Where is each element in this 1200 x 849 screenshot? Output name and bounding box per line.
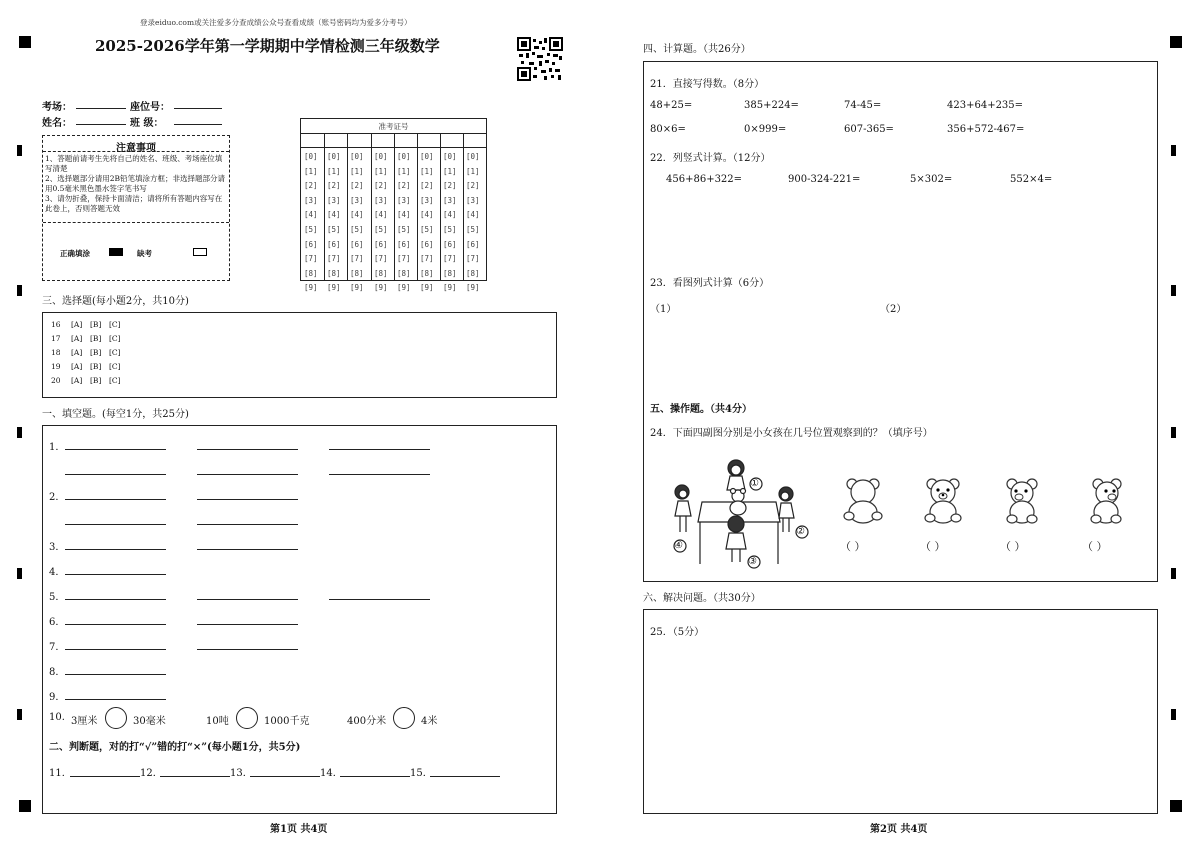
choice-option[interactable]: [A]	[71, 334, 83, 343]
admission-bubble[interactable]: [8]	[350, 268, 364, 278]
notes-item: 3、请勿折叠，保持卡面清洁；请将所有答题内容写在此卷上，否则答题无效	[45, 194, 223, 213]
notes-item: 2、选择题部分请用2B铅笔填涂方框；非选择题部分请用0.5毫米黑色墨水签字笔书写	[45, 174, 226, 193]
admission-bubble[interactable]: [3]	[374, 195, 388, 205]
choice-number: 16	[51, 320, 61, 329]
fill-blank[interactable]	[65, 499, 166, 500]
exam-room-label: 考场：	[42, 102, 72, 113]
admission-bubble[interactable]: [7]	[466, 254, 480, 264]
fill-blank[interactable]	[329, 599, 430, 600]
footer-page-1: 第1页 共4页	[270, 824, 328, 835]
admission-bubble[interactable]: [6]	[443, 239, 457, 249]
q23-title: 23．看图列式计算（6分）	[650, 278, 770, 289]
choice-option[interactable]: [A]	[71, 376, 83, 385]
choice-number: 18	[51, 348, 61, 357]
name-label: 姓名：	[42, 118, 72, 129]
admission-grid	[300, 118, 487, 293]
bear-side-left-image	[1002, 476, 1044, 524]
admission-bubble[interactable]: [6]	[420, 239, 434, 249]
fill-blank[interactable]	[65, 699, 166, 700]
q21-item: 423+64+235=	[947, 100, 1024, 111]
admission-bubble[interactable]: [8]	[397, 268, 411, 278]
fill-blank[interactable]	[65, 649, 166, 650]
fill-blank[interactable]	[65, 599, 166, 600]
section3-title: 三、选择题(每小题2分，共10分)	[42, 296, 189, 307]
qr-code-icon	[517, 37, 563, 81]
fill-blank[interactable]	[197, 499, 298, 500]
fill-blank[interactable]	[197, 474, 298, 475]
admission-bubble[interactable]: [3]	[304, 195, 318, 205]
admission-bubble[interactable]: [1]	[397, 166, 411, 176]
fill-blank[interactable]	[197, 649, 298, 650]
answer-blank-4[interactable]: （ ）	[1082, 540, 1108, 553]
notes-title: 注意事项	[43, 136, 229, 152]
admission-bubble[interactable]: [0]	[466, 152, 480, 161]
choice-option[interactable]: [B]	[90, 348, 102, 357]
timing-mark	[17, 709, 22, 720]
admission-bubble[interactable]: [9]	[443, 283, 457, 293]
registration-mark	[19, 800, 31, 812]
judge-label: 11．	[49, 768, 72, 779]
judge-label: 15．	[410, 768, 433, 779]
exam-room-field[interactable]	[76, 108, 126, 109]
admission-bubble[interactable]: [6]	[374, 239, 388, 249]
fill-question-label: 1．	[49, 442, 66, 453]
choice-option[interactable]: [B]	[90, 362, 102, 371]
admission-bubble[interactable]: [5]	[420, 225, 434, 234]
absent-checkbox[interactable]	[193, 248, 207, 256]
admission-bubble[interactable]: [0]	[350, 152, 364, 161]
name-field[interactable]	[76, 124, 126, 125]
fill-blank[interactable]	[329, 449, 430, 450]
admission-bubble[interactable]: [5]	[466, 225, 480, 234]
notes-item: 1、答题前请考生先将自己的姓名、班级、考场座位填写清楚	[45, 154, 223, 173]
q22-item: 456+86+322=	[666, 174, 743, 185]
fill-blank[interactable]	[65, 449, 166, 450]
admission-bubble[interactable]: [7]	[350, 254, 364, 264]
admission-bubble[interactable]: [9]	[350, 283, 364, 293]
class-field[interactable]	[174, 124, 222, 125]
timing-mark	[17, 285, 22, 296]
judge-blank[interactable]	[250, 776, 320, 777]
admission-bubble[interactable]: [7]	[304, 254, 318, 264]
page-title: 2025-2026学年第一学期期中学情检测三年级数学	[95, 37, 440, 55]
admission-bubble[interactable]: [0]	[374, 152, 388, 161]
admission-bubble[interactable]: [3]	[327, 195, 341, 205]
timing-mark	[1171, 709, 1176, 720]
judge-label: 13．	[230, 768, 253, 779]
admission-bubble[interactable]: [2]	[466, 181, 480, 191]
answer-blank-3[interactable]: （ ）	[1000, 540, 1026, 553]
choice-number: 19	[51, 362, 61, 371]
choice-number: 20	[51, 376, 61, 385]
seat-no-field[interactable]	[174, 108, 222, 109]
admission-bubble[interactable]: [1]	[304, 166, 318, 176]
fill-blank[interactable]	[65, 624, 166, 625]
admission-bubble[interactable]: [8]	[420, 268, 434, 278]
q21-item: 74-45=	[844, 100, 882, 111]
admission-bubble[interactable]: [5]	[304, 225, 318, 234]
fill-question-label: 7．	[49, 642, 66, 653]
q10-a3: 400分米	[347, 716, 387, 727]
admission-bubble[interactable]: [0]	[304, 152, 318, 161]
admission-bubble[interactable]: [7]	[374, 254, 388, 264]
bear-front-image	[922, 476, 964, 524]
filled-sample	[109, 248, 123, 256]
q23-part2: （2）	[880, 304, 907, 315]
admission-bubble[interactable]: [9]	[374, 283, 388, 293]
bear-back-image	[842, 476, 884, 524]
choice-option[interactable]: [C]	[109, 320, 121, 329]
judge-label: 12．	[140, 768, 163, 779]
bear-side-right-image	[1084, 476, 1126, 524]
timing-mark	[17, 568, 22, 579]
timing-mark	[17, 427, 22, 438]
admission-bubble[interactable]: [5]	[327, 225, 341, 234]
choice-option[interactable]: [B]	[90, 376, 102, 385]
admission-bubble[interactable]: [4]	[304, 210, 318, 220]
fill-blank[interactable]	[65, 574, 166, 575]
q22-item: 552×4=	[1010, 174, 1053, 185]
fill-blank[interactable]	[197, 549, 298, 550]
registration-mark	[1170, 36, 1182, 48]
registration-mark	[1170, 800, 1182, 812]
admission-bubble[interactable]: [6]	[304, 239, 318, 249]
answer-blank-2[interactable]: （ ）	[920, 540, 946, 553]
admission-bubble[interactable]: [6]	[327, 239, 341, 249]
compare-circle-1[interactable]	[105, 707, 127, 729]
admission-bubble[interactable]: [1]	[350, 166, 364, 176]
admission-bubble[interactable]: [8]	[327, 268, 341, 278]
admission-bubble[interactable]: [3]	[397, 195, 411, 205]
fill-blank[interactable]	[329, 474, 430, 475]
section4-title: 四、计算题。（共26分）	[643, 44, 751, 55]
fill-question-label: 5．	[49, 592, 66, 603]
q23-part1: （1）	[650, 304, 677, 315]
compare-circle-2[interactable]	[236, 707, 258, 729]
q21-title: 21．直接写得数。（8分）	[650, 79, 765, 90]
q25-title: 25．（5分）	[650, 627, 705, 638]
notes-box	[42, 135, 230, 281]
admission-bubble[interactable]: [1]	[327, 166, 341, 176]
choice-box	[42, 312, 557, 398]
timing-mark	[17, 145, 22, 156]
q21-item: 80×6=	[650, 124, 686, 135]
admission-bubble[interactable]: [7]	[397, 254, 411, 264]
fill-box	[42, 425, 557, 814]
admission-bubble[interactable]: [0]	[327, 152, 341, 161]
admission-bubble[interactable]: [8]	[374, 268, 388, 278]
admission-bubble[interactable]: [2]	[397, 181, 411, 191]
q10-b1: 30毫米	[133, 716, 166, 727]
choice-number: 17	[51, 334, 61, 343]
admission-bubble[interactable]: [4]	[374, 210, 388, 220]
fill-blank[interactable]	[65, 474, 166, 475]
judge-blank[interactable]	[70, 776, 140, 777]
fill-question-label: 6．	[49, 617, 66, 628]
admission-bubble[interactable]: [9]	[466, 283, 480, 293]
admission-bubble[interactable]: [5]	[443, 225, 457, 234]
q10-b3: 4米	[421, 716, 438, 727]
admission-bubble[interactable]: [6]	[397, 239, 411, 249]
fill-blank[interactable]	[197, 599, 298, 600]
admission-bubble[interactable]: [3]	[350, 195, 364, 205]
q10-b2: 1000千克	[264, 716, 310, 727]
q10-a2: 10吨	[206, 716, 229, 727]
q21-item: 48+25=	[650, 100, 693, 111]
position-2: ②	[796, 526, 805, 537]
choice-option[interactable]: [A]	[71, 348, 83, 357]
admission-bubble[interactable]: [9]	[397, 283, 411, 293]
registration-mark	[19, 36, 31, 48]
choice-option[interactable]: [B]	[90, 334, 102, 343]
choice-option[interactable]: [C]	[109, 348, 121, 357]
q21-item: 385+224=	[744, 100, 799, 111]
admission-title: 准考证号	[301, 119, 486, 134]
admission-bubble[interactable]: [2]	[374, 181, 388, 191]
judge-blank[interactable]	[430, 776, 500, 777]
fill-blank[interactable]	[197, 524, 298, 525]
admission-bubble[interactable]: [7]	[443, 254, 457, 264]
admission-bubble[interactable]: [3]	[443, 195, 457, 205]
admission-bubble[interactable]: [2]	[327, 181, 341, 191]
q24-text: 24．下面四副图分别是小女孩在几号位置观察到的？（填序号）	[650, 428, 933, 439]
judge-blank[interactable]	[160, 776, 230, 777]
q22-title: 22．列竖式计算。（12分）	[650, 153, 771, 164]
admission-bubble[interactable]: [2]	[350, 181, 364, 191]
admission-bubble[interactable]: [7]	[327, 254, 341, 264]
choice-option[interactable]: [A]	[71, 320, 83, 329]
section5-title: 五、操作题。（共4分）	[650, 404, 752, 415]
section1-title: 一、填空题。(每空1分，共25分)	[42, 409, 189, 420]
admission-bubble[interactable]: [6]	[350, 239, 364, 249]
q10-label: 10.	[49, 712, 65, 723]
admission-bubble[interactable]: [6]	[466, 239, 480, 249]
fill-question-label: 9．	[49, 692, 66, 703]
admission-bubble[interactable]: [8]	[466, 268, 480, 278]
q22-item: 5×302=	[910, 174, 953, 185]
admission-bubble[interactable]: [4]	[327, 210, 341, 220]
timing-mark	[1171, 285, 1176, 296]
q22-item: 900-324-221=	[788, 174, 861, 185]
timing-mark	[1171, 145, 1176, 156]
table-scene-image	[664, 454, 824, 572]
fill-question-label: 8．	[49, 667, 66, 678]
admission-bubble[interactable]: [8]	[443, 268, 457, 278]
answer-blank-1[interactable]: （ ）	[840, 540, 866, 553]
choice-option[interactable]: [C]	[109, 376, 121, 385]
fill-blank[interactable]	[197, 624, 298, 625]
section6-title: 六、解决问题。（共30分）	[643, 593, 761, 604]
calc-box	[643, 61, 1158, 582]
admission-bubble[interactable]: [4]	[350, 210, 364, 220]
admission-bubble[interactable]: [4]	[466, 210, 480, 220]
admission-bubble[interactable]: [5]	[350, 225, 364, 234]
position-3: ③	[748, 556, 757, 567]
position-1: ①	[750, 478, 759, 489]
fill-blank[interactable]	[197, 449, 298, 450]
admission-bubble[interactable]: [4]	[443, 210, 457, 220]
section2-title: 二、判断题，对的打“√”错的打“×”(每小题1分，共5分)	[49, 742, 301, 753]
admission-bubble[interactable]: [3]	[466, 195, 480, 205]
admission-bubble[interactable]: [2]	[420, 181, 434, 191]
login-notice: 登录eiduo.com或关注爱多分查成绩公众号查看成绩（账号密码均为爱多分考号）	[140, 18, 412, 27]
timing-mark	[1171, 568, 1176, 579]
seat-no-label: 座位号：	[130, 102, 170, 113]
q21-item: 356+572-467=	[947, 124, 1025, 135]
q21-item: 607-365=	[844, 124, 894, 135]
footer-page-2: 第2页 共4页	[870, 824, 928, 835]
judge-blank[interactable]	[340, 776, 410, 777]
fill-question-label: 3．	[49, 542, 66, 553]
admission-bubble[interactable]: [9]	[420, 283, 434, 293]
q10-a1: 3厘米	[71, 716, 98, 727]
admission-bubble[interactable]: [9]	[304, 283, 318, 293]
admission-bubble[interactable]: [1]	[374, 166, 388, 176]
fill-blank[interactable]	[65, 674, 166, 675]
admission-bubble[interactable]: [0]	[397, 152, 411, 161]
admission-bubble[interactable]: [0]	[443, 152, 457, 161]
choice-option[interactable]: [C]	[109, 362, 121, 371]
timing-mark	[1171, 427, 1176, 438]
fill-blank[interactable]	[65, 549, 166, 550]
admission-bubble[interactable]: [2]	[443, 181, 457, 191]
admission-bubble[interactable]: [9]	[327, 283, 341, 293]
admission-bubble[interactable]: [2]	[304, 181, 318, 191]
position-4: ④	[674, 540, 683, 551]
admission-bubble[interactable]: [4]	[420, 210, 434, 220]
admission-bubble[interactable]: [5]	[397, 225, 411, 234]
correct-fill-label: 正确填涂	[60, 249, 90, 258]
admission-bubble[interactable]: [4]	[397, 210, 411, 220]
problem-box	[643, 609, 1158, 814]
fill-blank[interactable]	[65, 524, 166, 525]
q21-item: 0×999=	[744, 124, 787, 135]
fill-question-label: 2．	[49, 492, 66, 503]
admission-bubble[interactable]: [7]	[420, 254, 434, 264]
compare-circle-3[interactable]	[393, 707, 415, 729]
class-label: 班 级：	[130, 118, 164, 129]
admission-bubble[interactable]: [8]	[304, 268, 318, 278]
notes-list	[43, 152, 229, 220]
admission-bubble[interactable]: [1]	[443, 166, 457, 176]
choice-option[interactable]: [B]	[90, 320, 102, 329]
admission-bubble[interactable]: [1]	[466, 166, 480, 176]
admission-bubble[interactable]: [0]	[420, 152, 434, 161]
fill-question-label: 4．	[49, 567, 66, 578]
judge-label: 14．	[320, 768, 343, 779]
choice-option[interactable]: [C]	[109, 334, 121, 343]
admission-bubble[interactable]: [1]	[420, 166, 434, 176]
absent-label: 缺考	[137, 249, 152, 258]
choice-option[interactable]: [A]	[71, 362, 83, 371]
admission-bubble[interactable]: [5]	[374, 225, 388, 234]
admission-bubble[interactable]: [3]	[420, 195, 434, 205]
